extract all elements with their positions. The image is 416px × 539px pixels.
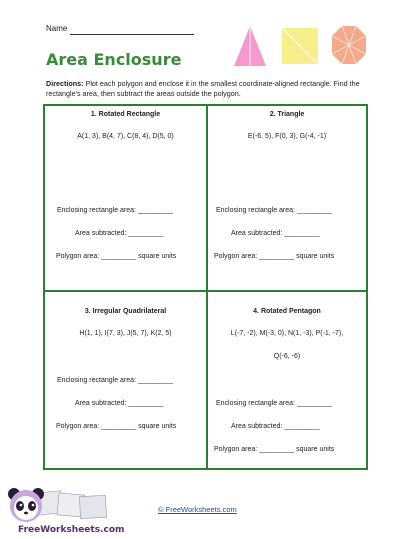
problem-1-coords: A(1, 3), B(4, 7), C(8, 4), D(5, 0) bbox=[77, 133, 174, 140]
problem-3-title: 3. Irregular Quadrilateral bbox=[84, 308, 167, 315]
name-label: Name bbox=[46, 24, 68, 33]
problem-2-title: 2. Triangle bbox=[269, 111, 305, 118]
footer-link[interactable]: © FreeWorksheets.com bbox=[158, 505, 237, 514]
problem-4-polygon[interactable]: Polygon area: _________ square units bbox=[214, 446, 335, 453]
problem-2-polygon[interactable]: Polygon area: _________ square units bbox=[214, 253, 335, 260]
problem-2-subtracted[interactable]: Area subtracted: _________ bbox=[231, 230, 320, 237]
problem-1-title: 1. Rotated Rectangle bbox=[90, 111, 161, 118]
problem-3-polygon[interactable]: Polygon area: _________ square units bbox=[56, 423, 177, 430]
problem-1 bbox=[45, 106, 206, 290]
problem-4-coords-line-1: L(-7, -2), M(-3, 0), N(1, -3), P(-1, -7), bbox=[230, 330, 344, 337]
problem-2 bbox=[208, 106, 366, 290]
problem-4 bbox=[208, 292, 366, 468]
directions bbox=[46, 79, 376, 99]
directions-label: Directions: bbox=[46, 79, 84, 88]
problem-2-enclosing[interactable]: Enclosing rectangle area: _________ bbox=[216, 207, 332, 214]
octagon-shape bbox=[332, 26, 366, 64]
problem-1-subtracted[interactable]: Area subtracted: _________ bbox=[75, 230, 164, 237]
problem-3-subtracted[interactable]: Area subtracted: _________ bbox=[75, 400, 164, 407]
problem-4-enclosing[interactable]: Enclosing rectangle area: _________ bbox=[216, 400, 332, 407]
logo-text: FreeWorksheets.com bbox=[18, 525, 125, 535]
problem-3-coords: H(1, 1), I(7, 3), J(5, 7), K(2, 5) bbox=[79, 330, 172, 337]
problem-2-coords: E(-6, 5), F(0, 3), G(-4, -1) bbox=[247, 133, 327, 140]
problem-4-coords-line-2: Q(-6, -6) bbox=[273, 353, 301, 360]
problem-3-enclosing[interactable]: Enclosing rectangle area: _________ bbox=[57, 377, 173, 384]
directions-text: Plot each polygon and enclose it in the smallest coordinate-aligned rectangle. Find the rectangle's area, then subtract the areas outside the polygon. bbox=[46, 79, 360, 98]
problem-4-subtracted[interactable]: Area subtracted: _________ bbox=[231, 423, 320, 430]
problem-1-polygon[interactable]: Polygon area: _________ square units bbox=[56, 253, 177, 260]
triangle-shape bbox=[234, 26, 266, 66]
decorative-shapes bbox=[232, 24, 372, 68]
page-title: Area Enclosure bbox=[46, 50, 182, 69]
problem-1-enclosing[interactable]: Enclosing rectangle area: _________ bbox=[57, 207, 173, 214]
problem-3 bbox=[45, 292, 206, 468]
problem-4-title: 4. Rotated Pentagon bbox=[253, 308, 321, 315]
square-shape bbox=[282, 28, 318, 64]
name-line bbox=[70, 34, 194, 35]
